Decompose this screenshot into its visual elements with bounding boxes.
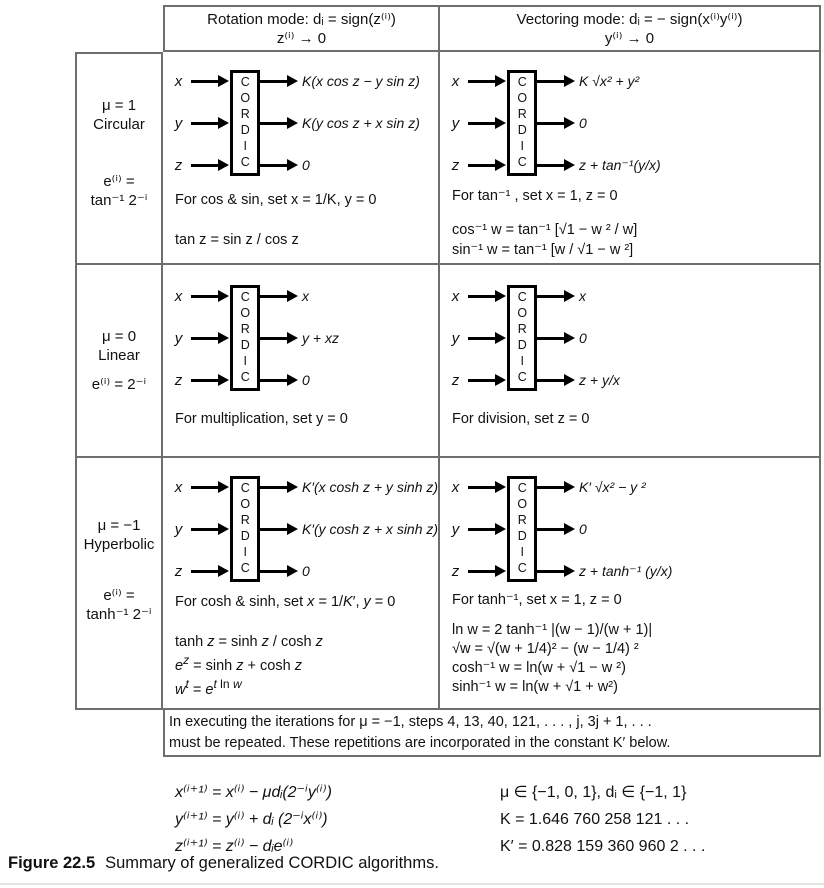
input-row xyxy=(171,561,230,581)
e-definition-line1: e⁽ⁱ⁾ = xyxy=(103,173,135,190)
diagram-inputs xyxy=(171,286,230,390)
output-row xyxy=(260,113,420,133)
output-row xyxy=(537,286,620,306)
output-arrow-icon xyxy=(537,295,565,298)
input-arrow-icon xyxy=(191,486,219,489)
output-arrow-icon xyxy=(260,528,288,531)
note-line: ln w = 2 tanh⁻¹ |(w − 1)/(w + 1)| xyxy=(452,622,653,638)
cordic-diagram xyxy=(448,476,819,582)
header-cell-vectoring-mode xyxy=(440,5,821,52)
output-row xyxy=(260,370,339,390)
output-label: K′(y cosh z + x sinh z) xyxy=(302,521,439,537)
output-arrow-icon xyxy=(260,379,288,382)
output-row xyxy=(537,561,672,581)
diagram-outputs xyxy=(537,477,672,581)
input-label: z xyxy=(451,156,460,174)
output-arrow-icon xyxy=(537,528,565,531)
cordic-box xyxy=(507,476,537,582)
input-row xyxy=(448,155,507,175)
output-arrow-icon xyxy=(260,122,288,125)
cordic-box xyxy=(230,476,260,582)
diagram-inputs xyxy=(171,477,230,581)
input-arrow-icon xyxy=(468,164,496,167)
input-row xyxy=(448,519,507,539)
output-label: 0 xyxy=(579,521,587,537)
row-label-linear xyxy=(75,265,163,458)
output-arrow-icon xyxy=(260,337,288,340)
row-label-circular xyxy=(75,52,163,265)
cordic-diagram xyxy=(448,70,819,176)
input-arrow-icon xyxy=(468,337,496,340)
input-row xyxy=(171,328,230,348)
note-line: For multiplication, set y = 0 xyxy=(175,411,348,427)
output-label: K′(x cosh z + y sinh z) xyxy=(302,479,439,495)
output-arrow-icon xyxy=(260,164,288,167)
input-arrow-icon xyxy=(191,337,219,340)
output-row xyxy=(537,71,661,91)
output-row xyxy=(260,328,339,348)
equation-x: x⁽ⁱ⁺¹⁾ = x⁽ⁱ⁾ − μdᵢ(2⁻ⁱy⁽ⁱ⁾) xyxy=(175,784,332,801)
input-label: y xyxy=(174,114,183,132)
note-line: For cosh & sinh, set x = 1/K′, y = 0 xyxy=(175,594,396,610)
diagram-inputs xyxy=(448,477,507,581)
input-row xyxy=(171,477,230,497)
vectoring-mode-goal: y⁽ⁱ⁾ → 0 xyxy=(604,30,655,47)
input-row xyxy=(448,71,507,91)
equation-y: y⁽ⁱ⁺¹⁾ = y⁽ⁱ⁾ + dᵢ (2⁻ⁱx⁽ⁱ⁾) xyxy=(175,811,328,828)
diagram-inputs xyxy=(171,71,230,175)
note-line: cos⁻¹ w = tan⁻¹ [√1 − w ² / w] xyxy=(452,222,638,238)
output-row xyxy=(537,155,661,175)
cordic-box xyxy=(230,70,260,176)
note-line: For division, set z = 0 xyxy=(452,411,590,427)
output-row xyxy=(537,519,672,539)
figure-caption-label: Figure 22.5 xyxy=(8,854,96,872)
cordic-box-label: CORDIC xyxy=(238,481,253,577)
input-arrow-icon xyxy=(468,379,496,382)
input-label: x xyxy=(174,287,183,305)
output-arrow-icon xyxy=(260,570,288,573)
input-row xyxy=(171,370,230,390)
note-line: cosh⁻¹ w = ln(w + √1 − w ²) xyxy=(452,660,626,676)
output-row xyxy=(260,519,438,539)
cordic-box xyxy=(507,70,537,176)
output-arrow-icon xyxy=(537,337,565,340)
input-label: z xyxy=(451,562,460,580)
input-row xyxy=(171,519,230,539)
iteration-note-line2: must be repeated. These repetitions are incorporated in the constant K′ below. xyxy=(169,735,671,751)
iteration-note-line1: In executing the iterations for μ = −1, steps 4, 13, 40, 121, . . . , j, 3j + 1, . . . xyxy=(169,714,652,730)
constant-K: K = 1.646 760 258 121 . . . xyxy=(500,811,690,828)
cordic-box-label: CORDIC xyxy=(515,290,530,386)
output-arrow-icon xyxy=(537,486,565,489)
note-line: sin⁻¹ w = tan⁻¹ [w / √1 − w ²] xyxy=(452,242,634,258)
input-label: x xyxy=(451,72,460,90)
input-row xyxy=(448,113,507,133)
mu-value: μ = 0 xyxy=(101,328,137,345)
output-label: y + xz xyxy=(302,330,339,346)
input-label: z xyxy=(174,371,183,389)
input-label: x xyxy=(174,478,183,496)
input-label: y xyxy=(174,520,183,538)
e-definition-line2: tanh⁻¹ 2⁻ⁱ xyxy=(86,606,152,623)
diagram-outputs xyxy=(537,286,620,390)
input-label: y xyxy=(451,520,460,538)
diagram-outputs xyxy=(260,286,339,390)
output-arrow-icon xyxy=(537,570,565,573)
input-row xyxy=(448,370,507,390)
input-row xyxy=(448,286,507,306)
note-line: For cos & sin, set x = 1/K, y = 0 xyxy=(175,192,377,208)
note-line: tan z = sin z / cos z xyxy=(175,232,299,248)
output-label: 0 xyxy=(302,157,310,173)
mu-domain: μ ∈ {−1, 0, 1}, dᵢ ∈ {−1, 1} xyxy=(500,784,687,801)
diagram-inputs xyxy=(448,71,507,175)
rotation-mode-goal: z⁽ⁱ⁾ → 0 xyxy=(276,30,327,47)
cordic-box-label: CORDIC xyxy=(238,290,253,386)
input-row xyxy=(448,561,507,581)
output-label: 0 xyxy=(579,115,587,131)
cordic-diagram xyxy=(448,285,819,391)
output-arrow-icon xyxy=(537,379,565,382)
output-arrow-icon xyxy=(260,486,288,489)
cordic-diagram xyxy=(171,285,438,391)
input-arrow-icon xyxy=(191,122,219,125)
note-line: √w = √(w + 1/4)² − (w − 1/4) ² xyxy=(452,641,639,657)
input-row xyxy=(171,155,230,175)
input-arrow-icon xyxy=(468,528,496,531)
note-line: For tan⁻¹ , set x = 1, z = 0 xyxy=(452,188,618,204)
output-row xyxy=(260,286,339,306)
e-definition-line1: e⁽ⁱ⁾ = 2⁻ⁱ xyxy=(91,376,147,393)
cordic-box-label: CORDIC xyxy=(238,75,253,171)
output-label: 0 xyxy=(302,372,310,388)
equations-block xyxy=(175,779,705,860)
row-label-hyperbolic xyxy=(75,458,163,710)
input-label: x xyxy=(174,72,183,90)
iteration-note-cell xyxy=(163,710,821,757)
output-arrow-icon xyxy=(260,295,288,298)
input-arrow-icon xyxy=(468,295,496,298)
output-label: z + y/x xyxy=(579,372,620,388)
input-label: y xyxy=(451,329,460,347)
cordic-summary-table xyxy=(75,5,821,757)
input-arrow-icon xyxy=(468,80,496,83)
output-arrow-icon xyxy=(537,80,565,83)
input-arrow-icon xyxy=(191,164,219,167)
mode-name: Hyperbolic xyxy=(83,536,155,553)
input-arrow-icon xyxy=(191,80,219,83)
output-label: x xyxy=(302,288,309,304)
diagram-outputs xyxy=(260,71,420,175)
input-label: z xyxy=(174,156,183,174)
output-arrow-icon xyxy=(260,80,288,83)
output-arrow-icon xyxy=(537,122,565,125)
cordic-diagram xyxy=(171,70,438,176)
figure-caption-text: Summary of generalized CORDIC algorithms. xyxy=(105,854,439,872)
note-line: $w^t = e^{t ln w}$ xyxy=(175,676,242,698)
output-label: x xyxy=(579,288,586,304)
output-row xyxy=(537,370,620,390)
cordic-box-label: CORDIC xyxy=(515,481,530,577)
constants-block xyxy=(500,779,705,860)
output-label: 0 xyxy=(579,330,587,346)
output-label: z + tan⁻¹(y/x) xyxy=(579,156,661,173)
output-row xyxy=(260,71,420,91)
update-equations xyxy=(175,779,500,860)
mode-name: Circular xyxy=(93,116,145,133)
input-row xyxy=(171,286,230,306)
mu-value: μ = 1 xyxy=(101,97,137,114)
output-label: K √x² + y² xyxy=(579,73,640,89)
footer-spacer xyxy=(75,710,163,757)
input-arrow-icon xyxy=(468,570,496,573)
output-row xyxy=(260,477,438,497)
cordic-box xyxy=(230,285,260,391)
cordic-diagram xyxy=(171,476,438,582)
e-definition-line1: e⁽ⁱ⁾ = xyxy=(103,587,135,604)
header-spacer xyxy=(75,5,163,52)
cell-circular-vectoring xyxy=(440,52,821,265)
figure-caption xyxy=(8,854,439,873)
note-line: $e^z = \sinh z + \cosh z$ xyxy=(175,653,302,674)
input-row xyxy=(171,71,230,91)
output-label: K(y cos z + x sin z) xyxy=(302,115,420,131)
cell-hyperbolic-rotation xyxy=(163,458,440,710)
input-row xyxy=(448,477,507,497)
output-row xyxy=(537,477,672,497)
output-row xyxy=(537,113,661,133)
input-arrow-icon xyxy=(191,379,219,382)
cordic-box-label: CORDIC xyxy=(515,75,530,171)
output-arrow-icon xyxy=(537,164,565,167)
cell-linear-vectoring xyxy=(440,265,821,458)
cordic-box xyxy=(507,285,537,391)
cell-linear-rotation xyxy=(163,265,440,458)
note-line: sinh⁻¹ w = ln(w + √1 + w²) xyxy=(452,679,618,695)
cell-hyperbolic-vectoring xyxy=(440,458,821,710)
note-line: tanh z = sinh z / cosh z xyxy=(175,634,323,650)
header-cell-rotation-mode xyxy=(163,5,440,52)
input-arrow-icon xyxy=(191,528,219,531)
input-label: y xyxy=(174,329,183,347)
input-label: z xyxy=(174,562,183,580)
input-label: z xyxy=(451,371,460,389)
mode-name: Linear xyxy=(98,347,140,364)
output-row xyxy=(260,155,420,175)
input-label: x xyxy=(451,478,460,496)
diagram-inputs xyxy=(448,286,507,390)
input-label: x xyxy=(451,287,460,305)
page-bottom-rule xyxy=(0,883,824,885)
equation-z: z⁽ⁱ⁺¹⁾ = z⁽ⁱ⁾ − dᵢe⁽ⁱ⁾ xyxy=(175,838,294,855)
diagram-outputs xyxy=(537,71,661,175)
output-label: 0 xyxy=(302,563,310,579)
e-definition-line2: tan⁻¹ 2⁻ⁱ xyxy=(90,192,148,209)
input-arrow-icon xyxy=(191,295,219,298)
vectoring-mode-title: Vectoring mode: dᵢ = − sign(x⁽ⁱ⁾y⁽ⁱ⁾) xyxy=(516,11,743,28)
cell-circular-rotation xyxy=(163,52,440,265)
output-row xyxy=(260,561,438,581)
input-arrow-icon xyxy=(468,486,496,489)
input-arrow-icon xyxy=(468,122,496,125)
output-label: K(x cos z − y sin z) xyxy=(302,73,420,89)
note-line: For tanh⁻¹, set x = 1, z = 0 xyxy=(452,592,622,608)
output-row xyxy=(537,328,620,348)
constant-K-prime: K′ = 0.828 159 360 960 2 . . . xyxy=(500,838,706,855)
input-row xyxy=(448,328,507,348)
output-label: K′ √x² − y ² xyxy=(579,479,646,495)
input-label: y xyxy=(451,114,460,132)
rotation-mode-title: Rotation mode: dᵢ = sign(z⁽ⁱ⁾) xyxy=(207,11,396,28)
output-label: z + tanh⁻¹ (y/x) xyxy=(579,562,673,579)
input-arrow-icon xyxy=(191,570,219,573)
mu-value: μ = −1 xyxy=(97,517,141,534)
diagram-outputs xyxy=(260,477,438,581)
input-row xyxy=(171,113,230,133)
